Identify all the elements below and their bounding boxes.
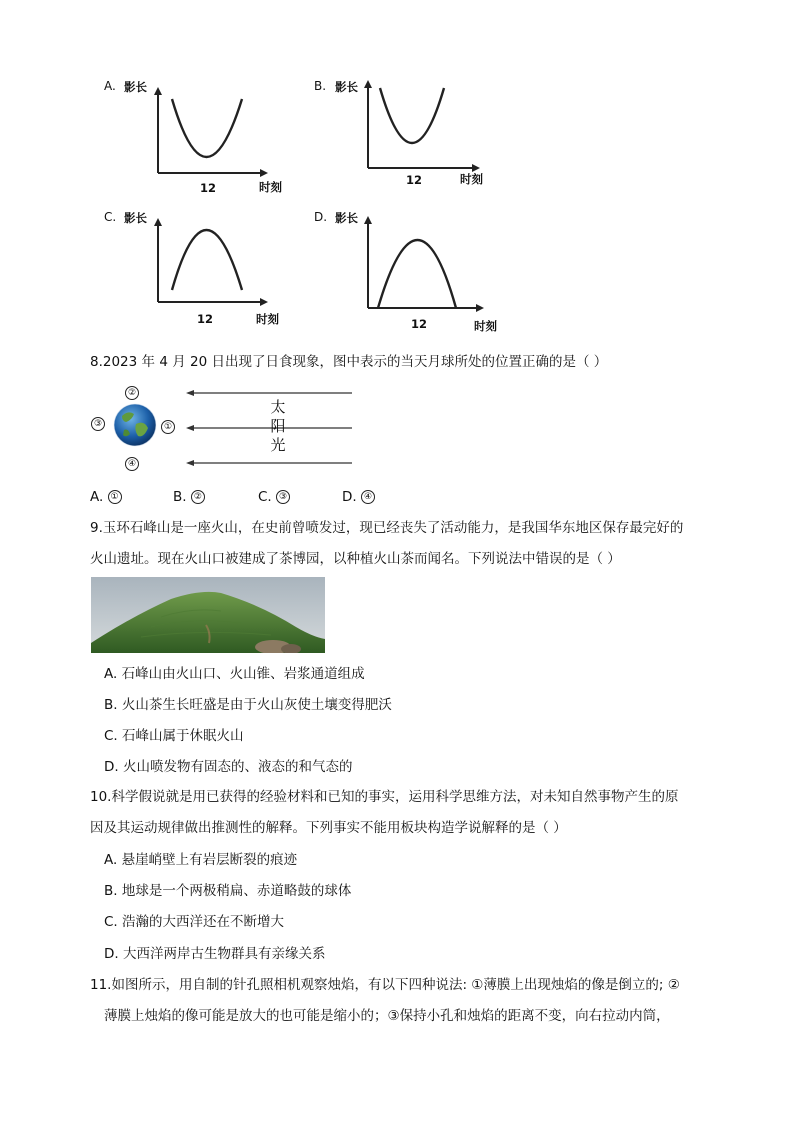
q8-pos4-label: ④ <box>125 457 139 471</box>
graph-d-xlabel: 时刻 <box>474 319 497 333</box>
q8-pos2-label: ② <box>125 386 139 400</box>
graph-d-letter: D. <box>314 210 328 224</box>
q8-option-a[interactable]: A. ① <box>90 487 122 507</box>
q9-option-d[interactable]: D. 火山喷发物有固态的、液态的和气态的 <box>104 759 353 775</box>
earth-globe <box>112 402 158 448</box>
graph-b-ylabel: 影长 <box>335 80 358 94</box>
q10-option-a[interactable]: A. 悬崖峭壁上有岩层断裂的痕迹 <box>104 852 298 868</box>
q11-stem-line2: 薄膜上烛焰的像可能是放大的也可能是缩小的；③保持小孔和烛焰的距离不变，向右拉动内筒， <box>104 1008 670 1024</box>
graph-b-letter: B. <box>314 79 327 93</box>
graph-c-xlabel: 时刻 <box>256 312 279 326</box>
graph-d-ylabel: 影长 <box>335 211 358 225</box>
graph-b-tick: 12 <box>406 173 423 187</box>
q8-option-d[interactable]: D. ④ <box>342 487 375 507</box>
q10-option-d[interactable]: D. 大西洋两岸古生物群具有亲缘关系 <box>104 946 326 962</box>
graph-a-xlabel: 时刻 <box>259 180 282 194</box>
q9-option-b[interactable]: B. 火山茶生长旺盛是由于火山灰使土壤变得肥沃 <box>104 697 392 713</box>
q11-stem-line1: 11.如图所示，用自制的针孔照相机观察烛焰，有以下四种说法: ①薄膜上出现烛焰的像是倒立的; ② <box>90 977 680 993</box>
q10-option-c[interactable]: C. 浩瀚的大西洋还在不断增大 <box>104 914 285 930</box>
q10-stem-line2: 因及其运动规律做出推测性的解释。下列事实不能用板块构造学说解释的是（ ） <box>90 820 567 836</box>
graph-c-tick: 12 <box>197 312 214 326</box>
graph-c-ylabel: 影长 <box>124 211 147 225</box>
q8-pos1-label: ① <box>161 420 175 434</box>
q10-stem-line1: 10.科学假说就是用已获得的经验材料和已知的事实，运用科学思维方法，对未知自然事物产生的原 <box>90 789 679 805</box>
volcano-photo <box>91 577 325 653</box>
graph-d-tick: 12 <box>411 317 428 331</box>
graph-a-plot <box>150 85 270 180</box>
graph-b-plot <box>360 78 482 176</box>
q10-option-b[interactable]: B. 地球是一个两极稍扁、赤道略鼓的球体 <box>104 883 352 899</box>
q8-pos3-label: ③ <box>91 417 105 431</box>
q9-option-a[interactable]: A. 石峰山由火山口、火山锥、岩浆通道组成 <box>104 666 365 682</box>
q8-option-b[interactable]: B. ② <box>173 487 205 507</box>
q8-stem: 8.2023 年 4 月 20 日出现了日食现象，图中表示的当天月球所处的位置正确的是（ ） <box>90 354 608 370</box>
graph-d-plot <box>360 214 486 314</box>
graph-a-ylabel: 影长 <box>124 80 147 94</box>
graph-a-tick: 12 <box>200 181 217 195</box>
q9-stem-line2: 火山遗址。现在火山口被建成了茶博园，以种植火山茶而闻名。下列说法中错误的是（ ） <box>90 551 621 567</box>
sunlight-label: 太 阳 光 <box>270 398 286 454</box>
graph-c-letter: C. <box>104 210 117 224</box>
q9-option-c[interactable]: C. 石峰山属于休眠火山 <box>104 728 244 744</box>
q9-stem-line1: 9.玉环石峰山是一座火山，在史前曾喷发过，现已经丧失了活动能力，是我国华东地区保存最完好的 <box>90 520 684 536</box>
q8-figure <box>88 382 298 474</box>
graph-a-letter: A. <box>104 79 116 93</box>
q8-option-c[interactable]: C. ③ <box>258 487 290 507</box>
graph-c-plot <box>150 216 270 308</box>
graph-b-xlabel: 时刻 <box>460 172 483 186</box>
